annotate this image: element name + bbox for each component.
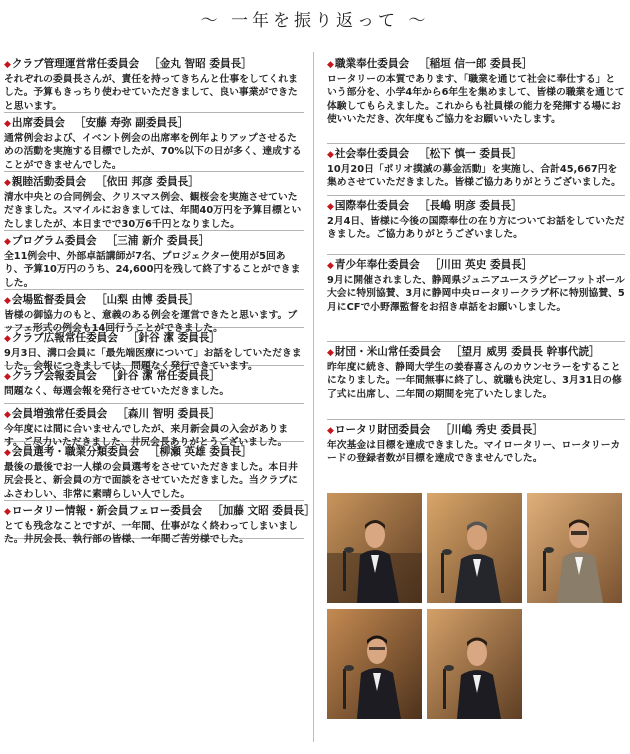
- section-heading: [327, 57, 625, 72]
- report-section: [4, 290, 304, 335]
- section-heading: [327, 423, 625, 438]
- chair-name: ［望月 威男 委員長 幹事代読］: [450, 346, 600, 358]
- report-section: [327, 54, 625, 144]
- diamond-bullet-icon: ◆: [4, 60, 11, 70]
- section-heading: [4, 234, 304, 249]
- section-body: 全11例会中、外部卓話講師が7名、プロジェクター使用が5回あり、予算10万円のうち、24,600円を残して終了することができました。: [4, 251, 301, 289]
- diamond-bullet-icon: ◆: [4, 237, 11, 247]
- section-body: 皆様の御協力のもと、意義のある例会を運営できたと思います。ブッフェ形式の例会も14回行うことができました。: [4, 310, 298, 335]
- section-heading: [4, 116, 304, 131]
- report-section: [4, 113, 304, 172]
- chair-name: ［松下 慎一 委員長］: [419, 148, 522, 160]
- section-body: 通常例会および、イベント例会の出席率を例年よりアップさせるための活動を実施する目標でしたが、70%以下の日が多く、達成することができませんでした。: [4, 133, 302, 171]
- diamond-bullet-icon: ◆: [327, 426, 334, 436]
- chair-name: ［長嶋 明彦 委員長］: [419, 200, 522, 212]
- committee-name: プログラム委員会: [11, 235, 97, 247]
- speaker-photo-image: [327, 493, 422, 603]
- section-heading: [327, 258, 625, 273]
- diamond-bullet-icon: ◆: [327, 150, 334, 160]
- section-body: 最後の最後でお一人様の会員選考をさせていただきました。本日井尻会長と、新会員の方で面談をさせていただきました。当クラブにふさわしい、非常に素晴らしい人でした。: [4, 462, 298, 500]
- chair-name: ［森川 智明 委員長］: [117, 408, 220, 420]
- speaker-photo: [427, 493, 522, 603]
- section-body: 問題なく、毎週会報を発行させていただきました。: [4, 386, 230, 397]
- committee-name: ロータリー情報・新会員フェロー委員会: [11, 505, 203, 517]
- diamond-bullet-icon: ◆: [4, 334, 11, 344]
- section-heading: [327, 199, 625, 214]
- section-heading: [327, 147, 625, 162]
- diamond-bullet-icon: ◆: [4, 119, 11, 129]
- report-section: [327, 196, 625, 255]
- diamond-bullet-icon: ◆: [4, 507, 11, 517]
- report-section: [327, 420, 625, 470]
- committee-name: 親睦活動委員会: [11, 176, 87, 188]
- right-column: [327, 54, 625, 470]
- diamond-bullet-icon: ◆: [4, 296, 11, 306]
- section-body: 清水中央との合同例会、クリスマス例会、観桜会を実施させていただきました。スマイルにおきましては、年間40万円を予算目標といたしましたが、本日までで30万6千円となりました。: [4, 192, 302, 230]
- section-body: 9月に開催されました、静岡県ジュニアユースラグビーフットボール大会に特別協賛、3月に静岡中央ロータリークラブ杯に特別協賛、5月にCFで小野澤監督をお招き卓話をお願いしました。: [327, 275, 625, 313]
- section-body: 2月4日、皆様に今後の国際奉仕の在り方についてお話をしていただきました。ご協力ありがとうございました。: [327, 216, 625, 241]
- chair-name: ［安藤 寿弥 副委員長］: [74, 117, 189, 129]
- section-heading: [4, 293, 304, 308]
- section-body: 今年度には間に合いませんでしたが、来月新会員の入会があります。ご尽力いただきました、井尻会長ありがとうございました。: [4, 424, 289, 449]
- report-section: [4, 172, 304, 231]
- section-heading: [4, 407, 304, 422]
- section-heading: [4, 175, 304, 190]
- speaker-photo-image: [527, 493, 622, 603]
- chair-name: ［針谷 潔 常任委員長］: [106, 370, 220, 382]
- section-heading: [4, 331, 304, 346]
- diamond-bullet-icon: ◆: [327, 202, 334, 212]
- section-body: とても残念なことですが、一年間、仕事がなく終わってしまいました。井尻会長、執行部の皆様、一年間ご苦労様でした。: [4, 521, 298, 546]
- speaker-photo: [427, 609, 522, 719]
- diamond-bullet-icon: ◆: [327, 261, 334, 271]
- section-heading: [4, 369, 304, 384]
- committee-name: ロータリ財団委員会: [334, 424, 431, 436]
- committee-name: クラブ会報委員会: [11, 370, 97, 382]
- report-section: [327, 255, 625, 342]
- committee-name: 国際奉仕委員会: [334, 200, 410, 212]
- speaker-photo: [327, 493, 422, 603]
- chair-name: ［金丸 智昭 委員長］: [149, 58, 252, 70]
- chair-name: ［稲垣 信一郎 委員長］: [419, 58, 533, 70]
- report-section: [4, 328, 304, 373]
- diamond-bullet-icon: ◆: [4, 178, 11, 188]
- report-section: [4, 231, 304, 290]
- committee-name: クラブ管理運営常任委員会: [11, 58, 140, 70]
- speaker-photo: [527, 493, 622, 603]
- diamond-bullet-icon: ◆: [4, 410, 11, 420]
- chair-name: ［川嶋 秀史 委員長］: [440, 424, 543, 436]
- diamond-bullet-icon: ◆: [4, 372, 11, 382]
- chair-name: ［三浦 新介 委員長］: [106, 235, 210, 247]
- chair-name: ［針谷 潔 委員長］: [127, 332, 220, 344]
- column-divider: [313, 52, 314, 742]
- section-body: それぞれの委員長さんが、責任を持ってきちんと仕事をしてくれました。予算もきっちり使わせていただきまして、良い事業ができたと思います。: [4, 74, 298, 112]
- report-section: [4, 442, 304, 501]
- committee-name: 会員増強常任委員会: [11, 408, 108, 420]
- section-body: 10月20日「ポリオ撲滅の募金活動」を実施し、合計45,667円を集めさせていただきました。皆様ご協力ありがとうございました。: [327, 164, 621, 189]
- section-body: ロータリーの本質であります、「職業を通じて社会に奉仕する」という部分を、小学4年から6年生を集めまして、皆様の職業を通じて体験してもらえました。これからも社員様の能力を発揮する場にお使いいただき、次年度もご協力をお願いいたします。: [327, 74, 625, 126]
- speaker-photo-image: [427, 493, 522, 603]
- diamond-bullet-icon: ◆: [327, 348, 334, 358]
- photo-grid: [327, 493, 625, 725]
- section-body: 年次基金は目標を達成できました。マイロータリー、ロータリーカードの登録者数が目標を達成できませんでした。: [327, 440, 621, 465]
- chair-name: ［川田 英史 委員長］: [429, 259, 533, 271]
- chair-name: ［加藤 文昭 委員長］: [212, 505, 315, 517]
- committee-name: 青少年奉仕委員会: [334, 259, 420, 271]
- committee-name: クラブ広報常任委員会: [11, 332, 118, 344]
- section-heading: [4, 504, 315, 519]
- speaker-photo-image: [427, 609, 522, 719]
- report-section: [4, 404, 304, 449]
- left-column: [4, 54, 315, 546]
- section-heading: [4, 57, 304, 72]
- committee-name: 職業奉仕委員会: [334, 58, 410, 70]
- section-heading: [327, 345, 625, 360]
- diamond-bullet-icon: ◆: [4, 448, 11, 458]
- section-body: 9月3日、溝口会員に「最先端医療について」お話をしていただきました。会報につきましては、問題なく発行できています。: [4, 348, 302, 373]
- chair-name: ［柳瀬 英雄 委員長］: [149, 446, 252, 458]
- speaker-photo-image: [327, 609, 422, 719]
- speaker-photo: [327, 609, 422, 719]
- committee-name: 会員選考・職業分類委員会: [11, 446, 140, 458]
- section-body: 昨年度に続き、静岡大学生の姜春喜さんのカウンセラーをすることになりました。一年間無事に終了し、就職も決定し、3月31日の修了式に出席し、二年間の期間を完了いたしました。: [327, 362, 622, 400]
- diamond-bullet-icon: ◆: [327, 60, 334, 70]
- page-title: 〜 一年を振り返って 〜: [200, 11, 430, 31]
- chair-name: ［山梨 由博 委員長］: [96, 294, 199, 306]
- committee-name: 社会奉仕委員会: [334, 148, 410, 160]
- report-section: [4, 501, 315, 546]
- chair-name: ［依田 邦彦 委員長］: [96, 176, 199, 188]
- report-section: [327, 342, 625, 420]
- committee-name: 出席委員会: [11, 117, 65, 129]
- report-section: [4, 54, 304, 113]
- report-section: [4, 366, 304, 404]
- report-section: [327, 144, 625, 196]
- committee-name: 財団・米山常任委員会: [334, 346, 441, 358]
- committee-name: 会場監督委員会: [11, 294, 87, 306]
